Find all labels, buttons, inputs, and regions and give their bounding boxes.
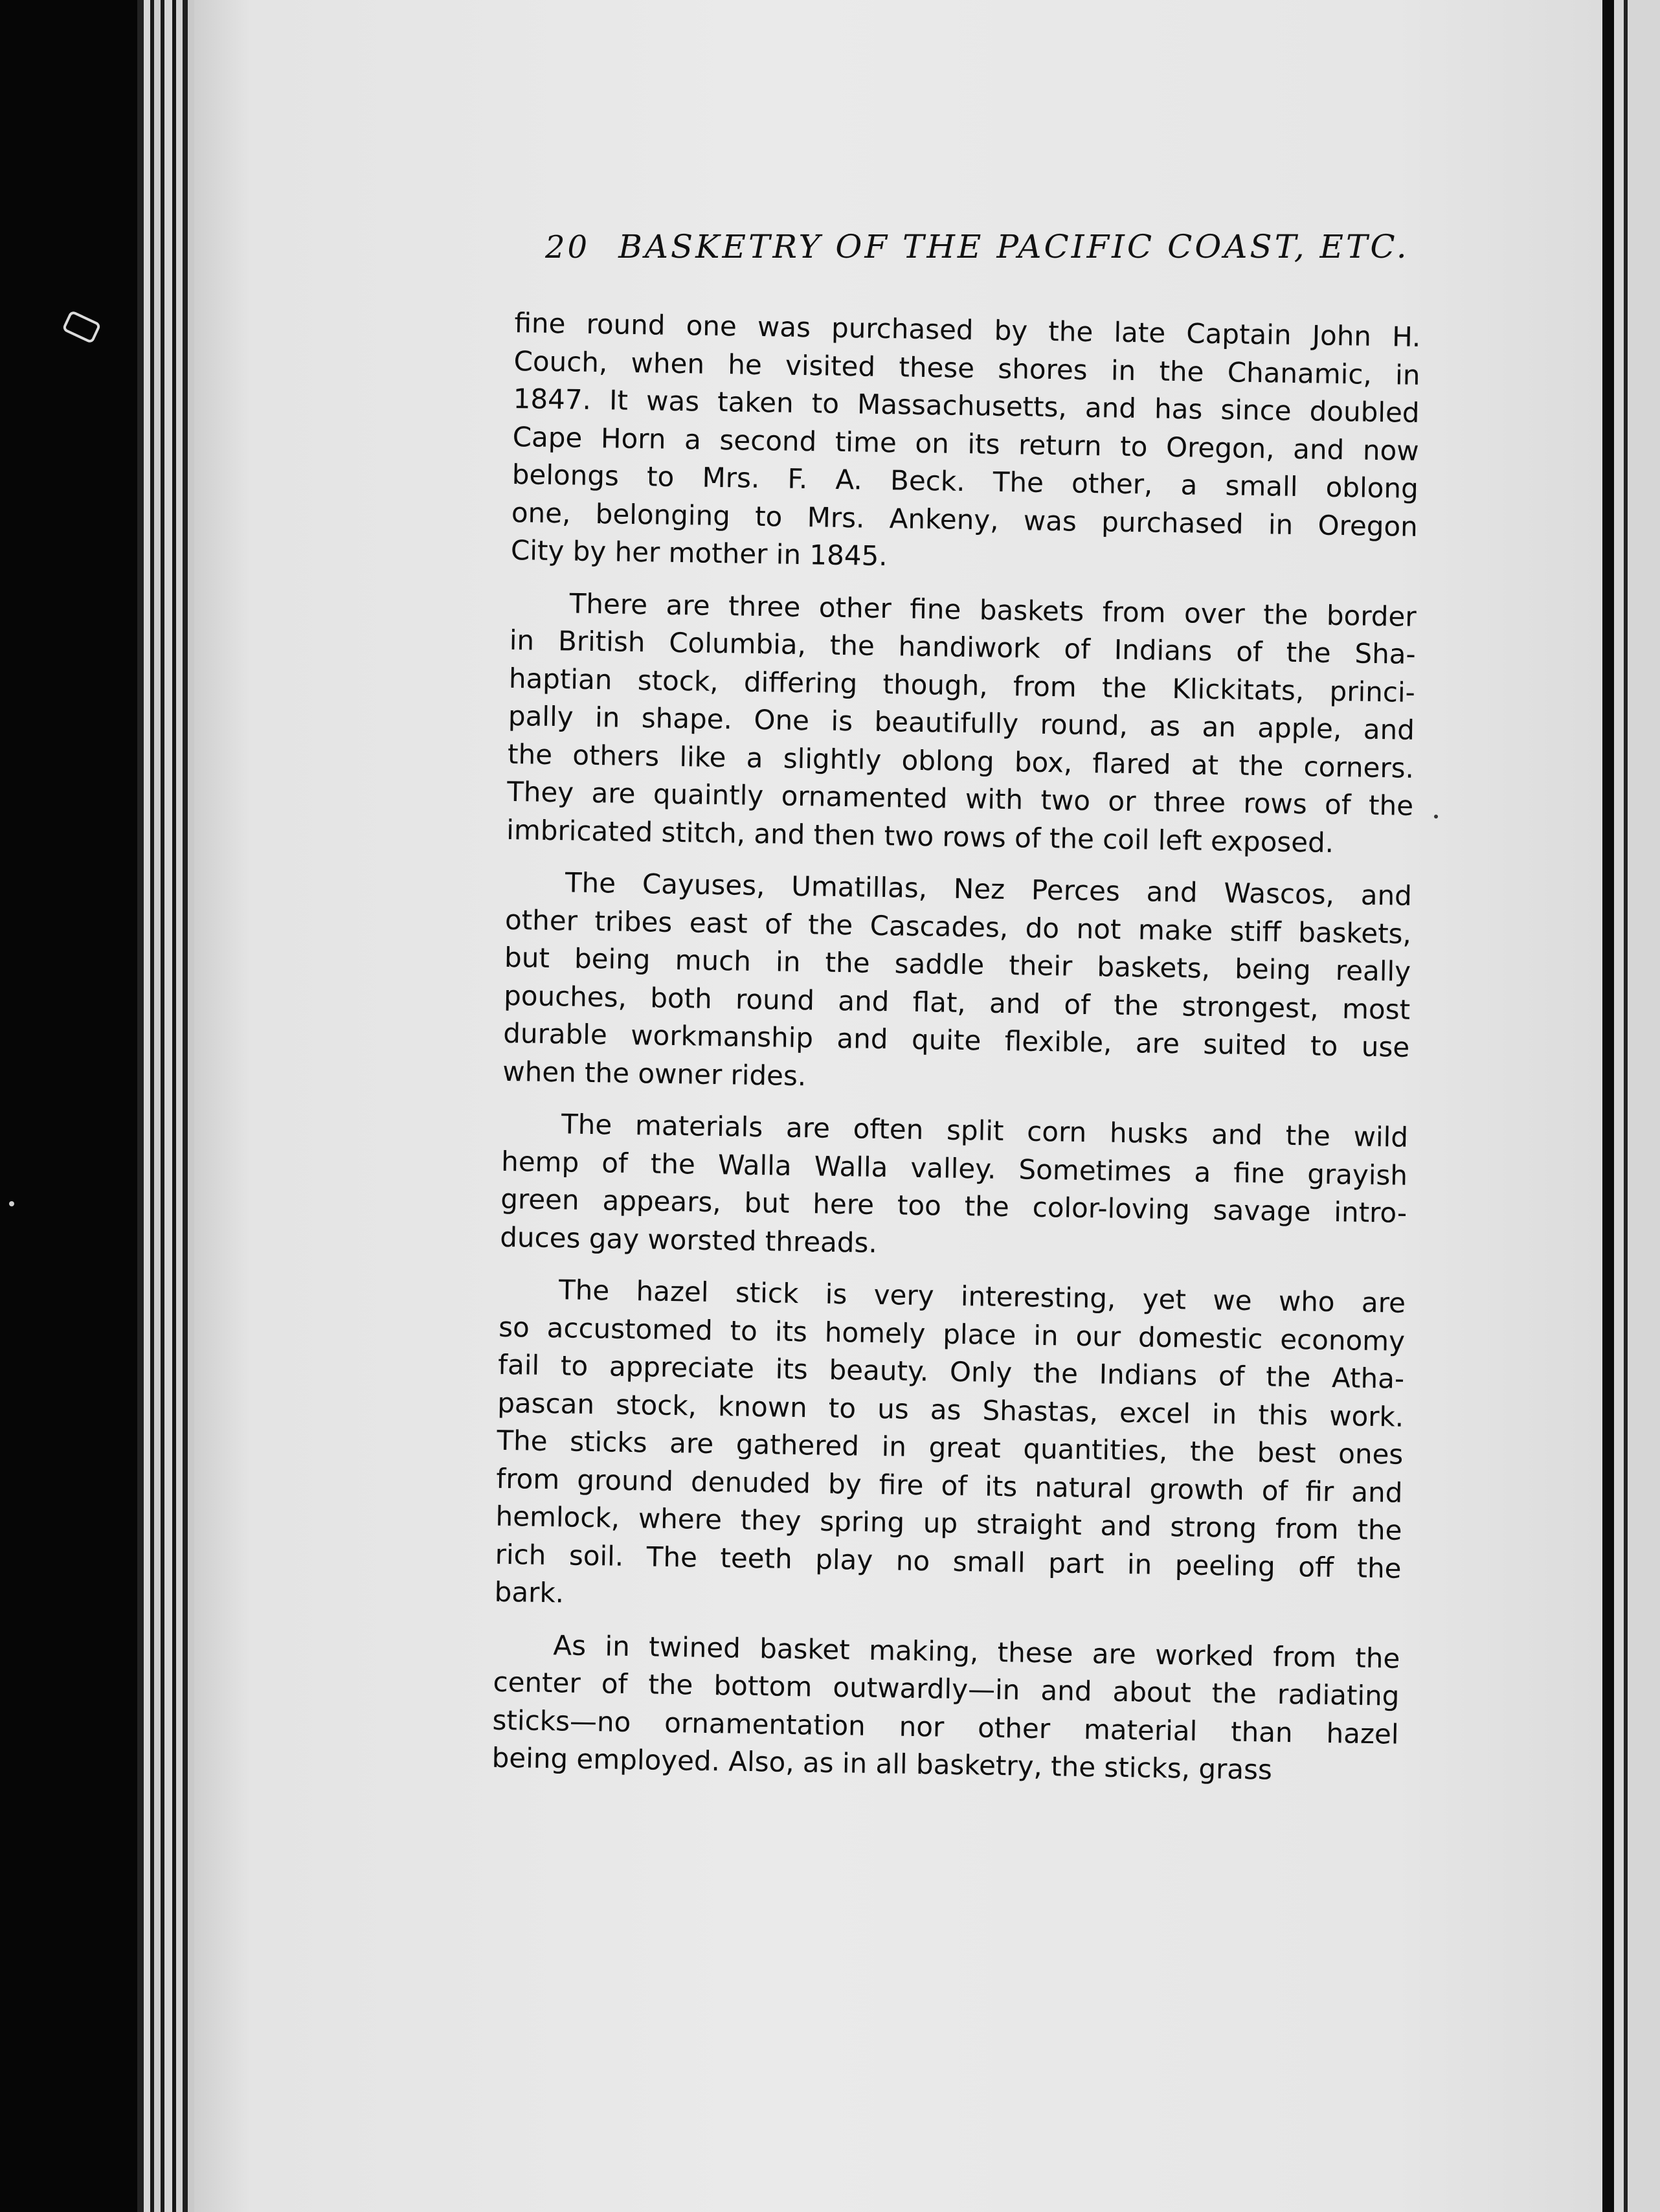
- text-line: center of the bottom outwardly—in and about the radiating: [493, 1665, 1400, 1712]
- page-edge-leaf: [154, 0, 161, 2212]
- text-line: other tribes east of the Cascades, do not make stiff baskets,: [504, 903, 1412, 950]
- text-line: As in twined basket making, these are worked from the: [553, 1629, 1400, 1675]
- text-line: hemlock, where they spring up straight and strong from the: [495, 1500, 1402, 1546]
- page-edge-shadow: [150, 0, 154, 2212]
- page-edge-leaf: [144, 0, 150, 2212]
- text-line: The Cayuses, Umatillas, Nez Perces and Wascos, and: [565, 866, 1413, 912]
- paragraph: [511, 304, 1421, 583]
- text-line: imbricated stitch, and then two rows of the coil left exposed.: [506, 813, 1334, 859]
- paragraph: [491, 1625, 1400, 1791]
- body-text: [491, 304, 1421, 1805]
- next-page-rule: [1624, 0, 1628, 2212]
- text-line: hemp of the Walla Walla valley. Sometimes a fine grayish: [500, 1145, 1408, 1191]
- page-edge-leaf: [176, 0, 183, 2212]
- paragraph: [506, 583, 1417, 863]
- text-line: The sticks are gathered in great quantities, the best ones: [497, 1424, 1404, 1471]
- margin-stamp-mark: [62, 310, 101, 344]
- gutter-shadow: [1602, 0, 1614, 2212]
- text-line: The materials are often split corn husks and the wild: [561, 1108, 1409, 1153]
- text-line: but being much in the saddle their baskets, being really: [504, 941, 1411, 988]
- page-edge-leaf: [164, 0, 172, 2212]
- text-line: fine round one was purchased by the late Captain John H.: [514, 306, 1421, 353]
- paragraph: [500, 1105, 1409, 1270]
- text-line: in British Columbia, the handiwork of Indians of the Sha-: [509, 624, 1417, 670]
- text-line: green appears, but here too the color-loving savage intro-: [500, 1182, 1408, 1229]
- text-line: duces gay worsted threads.: [499, 1221, 878, 1259]
- text-line: The hazel stick is very interesting, yet we who are: [558, 1274, 1406, 1319]
- text-line: bark.: [494, 1575, 565, 1609]
- page-edge-leaf: [188, 0, 194, 2212]
- text-line: so accustomed to its homely place in our domestic economy: [498, 1311, 1406, 1357]
- text-line: City by her mother in 1845.: [510, 534, 888, 572]
- dust-speck: [1434, 815, 1438, 818]
- text-line: They are quaintly ornamented with two or three rows of the: [506, 775, 1414, 822]
- paragraph: [502, 863, 1412, 1105]
- text-line: belongs to Mrs. F. A. Beck. The other, a small oblong: [511, 458, 1419, 504]
- text-line: 1847. It was taken to Massachusetts, and has since doubled: [513, 382, 1420, 429]
- page-edge-shadow: [161, 0, 164, 2212]
- text-line: one, belonging to Mrs. Ankeny, was purchased in Oregon: [511, 496, 1419, 543]
- page-edge-shadow: [172, 0, 176, 2212]
- text-line: sticks—no ornamentation nor other material than hazel: [492, 1704, 1399, 1750]
- running-head: [545, 228, 1409, 265]
- text-line: Cape Horn a second time on its return to Oregon, and now: [512, 420, 1420, 467]
- paragraph: [494, 1270, 1406, 1625]
- text-line: fail to appreciate its beauty. Only the Indians of the Atha-: [497, 1348, 1405, 1395]
- text-line: rich soil. The teeth play no small part in peeling off the: [495, 1538, 1402, 1585]
- text-line: when the owner rides.: [502, 1055, 807, 1092]
- page-number: 20: [545, 229, 590, 265]
- text-line: pouches, both round and flat, and of the strongest, most: [503, 979, 1411, 1026]
- text-line: durable workmanship and quite flexible, are suited to use: [502, 1017, 1410, 1063]
- page-edge-shadow: [183, 0, 188, 2212]
- text-line: being employed. Also, as in all basketry, the sticks, grass: [491, 1741, 1273, 1786]
- running-head-title: BASKETRY OF THE PACIFIC COAST, ETC.: [618, 228, 1409, 265]
- text-line: Couch, when he visited these shores in the Chanamic, in: [513, 344, 1420, 391]
- next-page-edge: [1614, 0, 1660, 2212]
- text-line: There are three other fine baskets from over the border: [569, 587, 1417, 633]
- text-line: haptian stock, differing though, from the Klickitats, princi-: [508, 662, 1416, 708]
- text-line: from ground denuded by fire of its natural growth of fir and: [496, 1462, 1403, 1509]
- text-line: pally in shape. One is beautifully round, as an apple, and: [508, 699, 1415, 746]
- text-line: pascan stock, known to us as Shastas, excel in this work.: [497, 1386, 1404, 1433]
- dust-speck: [9, 1201, 14, 1206]
- page-edge-shadow: [137, 0, 144, 2212]
- text-line: the others like a slightly oblong box, flared at the corners.: [507, 738, 1415, 784]
